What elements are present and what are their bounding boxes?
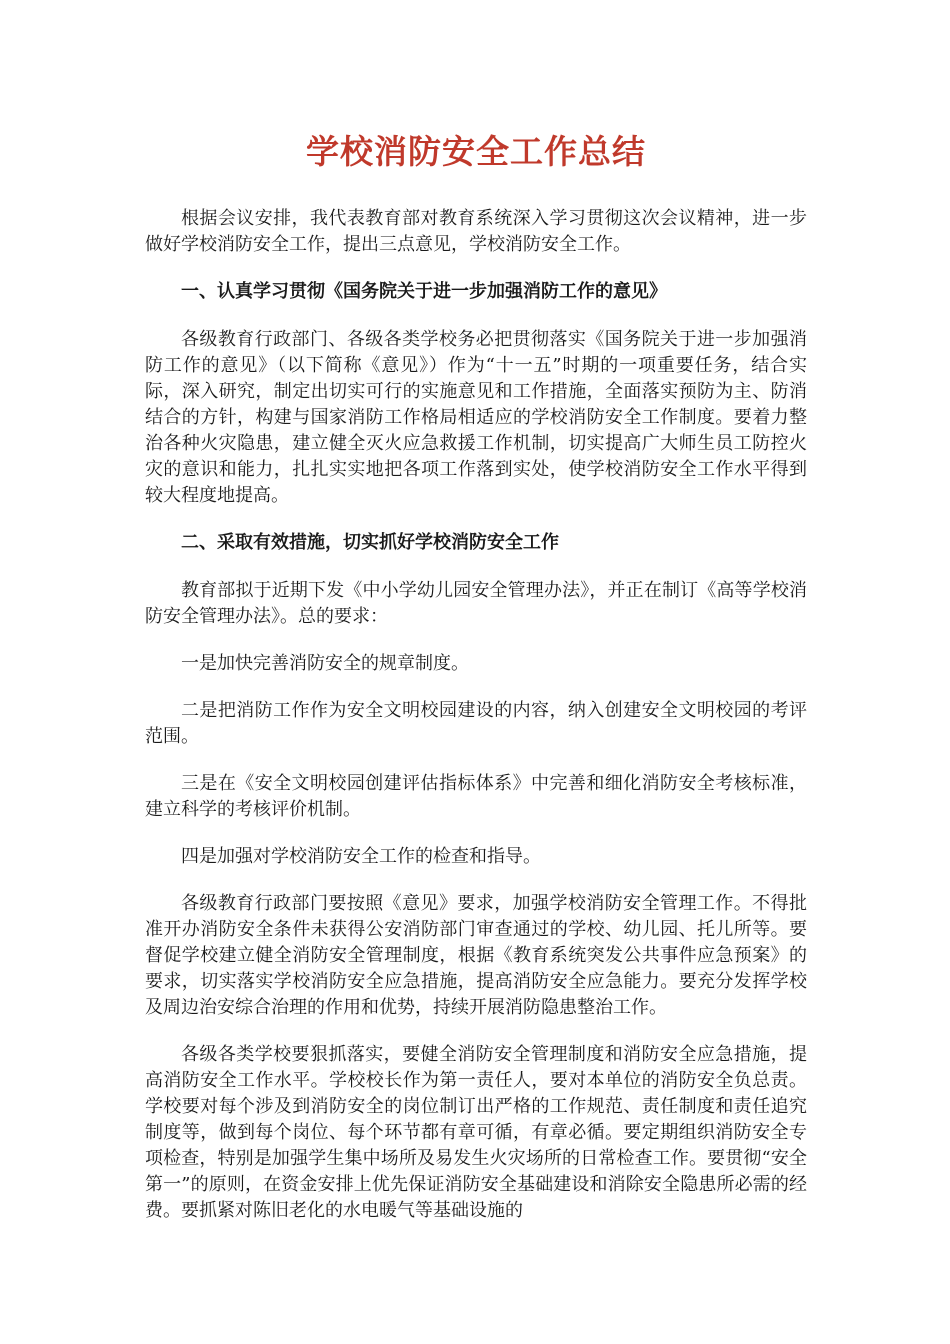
section-2-item-1: 一是加快完善消防安全的规章制度。 xyxy=(181,653,469,674)
section-2-paragraph-2: 各级教育行政部门要按照《意见》要求，加强学校消防安全管理工作。不得批准开办消防安全条件未获得公安消防部门审查通过的学校、幼儿园、托儿所等。要督促学校建立健全消防安全管理制度，根据《教育系统突发公共事件应急预案》的要求，切实落实学校消防安全应急措施，提高消防安全应急能力。要充分发挥学校及周边治安综合治理的作用和优势，持续开展消防隐患整治工作。 xyxy=(145,893,807,1018)
document-title: 学校消防安全工作总结 xyxy=(306,132,646,171)
section-1-paragraph: 各级教育行政部门、各级各类学校务必把贯彻落实《国务院关于进一步加强消防工作的意见》（以下简称《意见》）作为“十一五”时期的一项重要任务，结合实际，深入研究，制定出切实可行的实施意见和工作措施，全面落实预防为主、防消结合的方针，构建与国家消防工作格局相适应的学校消防安全工作制度。要着力整治各种火灾隐患，建立健全灭火应急救援工作机制，切实提高广大师生员工防控火灾的意识和能力，扎扎实实地把各项工作落到实处，使学校消防安全工作水平得到较大程度地提高。 xyxy=(145,329,807,506)
document-page xyxy=(145,128,807,1245)
section-2-item-2: 二是把消防工作作为安全文明校园建设的内容，纳入创建安全文明校园的考评范围。 xyxy=(145,700,807,747)
section-2-item-3: 三是在《安全文明校园创建评估指标体系》中完善和细化消防安全考核标准，建立科学的考核评价机制。 xyxy=(145,773,807,820)
section-2-paragraph-3: 各级各类学校要狠抓落实，要健全消防安全管理制度和消防安全应急措施，提高消防安全工作水平。学校校长作为第一责任人，要对本单位的消防安全负总责。学校要对每个涉及到消防安全的岗位制订出严格的工作规范、责任制度和责任追究制度等，做到每个岗位、每个环节都有章可循，有章必循。要定期组织消防安全专项检查，特别是加强学生集中场所及易发生火灾场所的日常检查工作。要贯彻“安全第一”的原则，在资金安排上优先保证消防安全基础建设和消除安全隐患所必需的经费。要抓紧对陈旧老化的水电暖气等基础设施的 xyxy=(145,1044,807,1221)
section-2-item-4: 四是加强对学校消防安全工作的检查和指导。 xyxy=(181,846,541,867)
intro-paragraph: 根据会议安排，我代表教育部对教育系统深入学习贯彻这次会议精神，进一步做好学校消防安全工作，提出三点意见，学校消防安全工作。 xyxy=(145,208,807,255)
section-2-heading: 二、采取有效措施，切实抓好学校消防安全工作 xyxy=(181,532,559,553)
section-2-paragraph-1: 教育部拟于近期下发《中小学幼儿园安全管理办法》，并正在制订《高等学校消防安全管理办法》。总的要求： xyxy=(145,580,807,627)
section-1-heading: 一、认真学习贯彻《国务院关于进一步加强消防工作的意见》 xyxy=(181,281,667,302)
